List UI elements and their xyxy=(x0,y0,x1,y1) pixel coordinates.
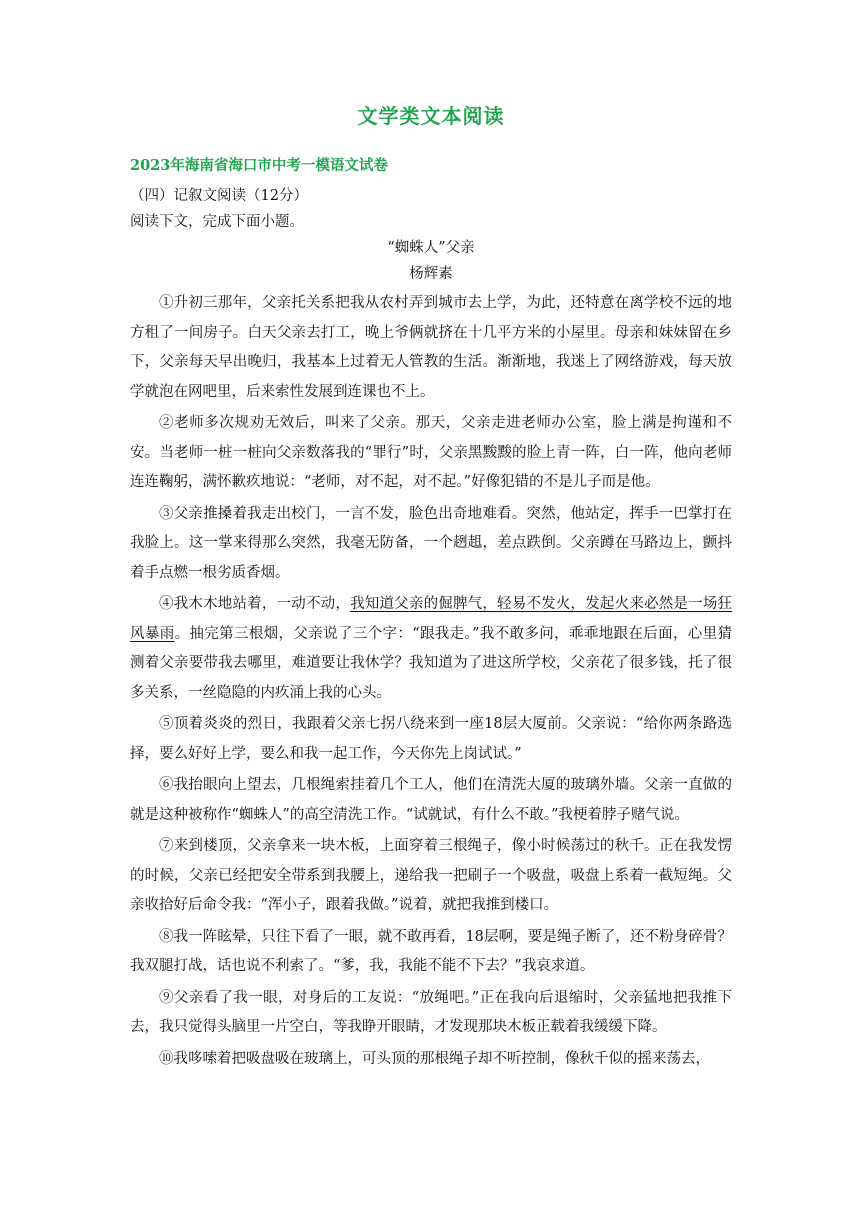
instruction-text: 阅读下文，完成下面小题。 xyxy=(130,214,304,230)
article-title: “蜘蛛人”父亲 xyxy=(387,240,475,256)
underlined-sentence: 我知道父亲的倔脾气，轻易不发火，发起火来必然是一场狂风暴雨 xyxy=(130,596,733,642)
article-author: 杨辉素 xyxy=(409,266,453,282)
paragraph-4-end: 。抽完第三根烟，父亲说了三个字：“跟我走。”我不敢多问，乖乖地跟在后面，心里猜测着父亲要带我去哪里，难道要让我休学？我知道为了进这所学校，父亲花了很多钱，托了很多关系，一丝隐隐的内疚涌上我的心头。 xyxy=(130,625,733,701)
exam-source: 2023年海南省海口市中考一模语文试卷 xyxy=(130,157,388,174)
paragraph-2: ②老师多次规劝无效后，叫来了父亲。那天，父亲走进老师办公室，脸上满是拘谨和不安。当老师一桩一桩向父亲数落我的“罪行”时，父亲黑黢黢的脸上青一阵，白一阵，他向老师连连鞠躬，满怀歉疚地说：“老师，对不起，对不起。”好像犯错的不是儿子而是他。 xyxy=(130,415,732,490)
paragraph-7: ⑦来到楼顶，父亲拿来一块木板，上面穿着三根绳子，像小时候荡过的秋千。正在我发愣的时候，父亲已经把安全带系到我腰上，递给我一把刷子一个吸盘，吸盘上系着一截短绳。父亲收拾好后命令我：“浑小子，跟着我做。”说着，就把我推到楼口。 xyxy=(130,838,732,913)
paragraph-5: ⑤顶着炎炎的烈日，我跟着父亲七拐八绕来到一座18层大厦前。父亲说：“给你两条路选择，要么好好上学，要么和我一起工作，今天你先上岗试试。” xyxy=(130,716,732,762)
section-heading: （四）记叙文阅读（12分） xyxy=(130,188,308,204)
paragraph-3: ③父亲推搡着我走出校门，一言不发，脸色出奇地难看。突然，他站定，挥手一巴掌打在我脸上。这一掌来得那么突然，我毫无防备，一个趔趄，差点跌倒。父亲蹲在马路边上，颤抖着手点燃一根劣质香烟。 xyxy=(130,505,732,581)
document-title: 文学类文本阅读 xyxy=(357,104,505,128)
paragraph-1: ①升初三那年，父亲托关系把我从农村弄到城市去上学，为此，还特意在离学校不远的地方租了一间房子。白天父亲去打工，晚上爷俩就挤在十几平方米的小屋里。母亲和妹妹留在乡下，父亲每天早出晚归，我基本上过着无人管教的生活。渐渐地，我迷上了网络游戏，每天放学就泡在网吧里，后来索性发展到连课也不上。 xyxy=(130,295,732,400)
paragraph-4-start: ④我木木地站着，一动不动， xyxy=(159,596,351,612)
paragraph-10: ⑩我哆嗦着把吸盘吸在玻璃上，可头顶的那根绳子却不听控制，像秋千似的摇来荡去， xyxy=(159,1050,710,1067)
paragraph-4 xyxy=(130,590,732,708)
paragraph-6: ⑥我抬眼向上望去，几根绳索挂着几个工人，他们在清洗大厦的玻璃外墙。父亲一直做的就是这种被称作“蜘蛛人”的高空清洗工作。“试就试，有什么不敢。”我梗着脖子赌气说。 xyxy=(130,777,732,823)
paragraph-8: ⑧我一阵眩晕，只往下看了一眼，就不敢再看，18层啊，要是绳子断了，还不粉身碎骨？我双腿打战，话也说不利索了。“爹，我，我能不能不下去？”我哀求道。 xyxy=(130,928,732,974)
paragraph-9: ⑨父亲看了我一眼，对身后的工友说：“放绳吧。”正在我向后退缩时，父亲猛地把我推下去，我只觉得头脑里一片空白，等我睁开眼睛，才发现那块木板正载着我缓缓下降。 xyxy=(130,989,732,1035)
